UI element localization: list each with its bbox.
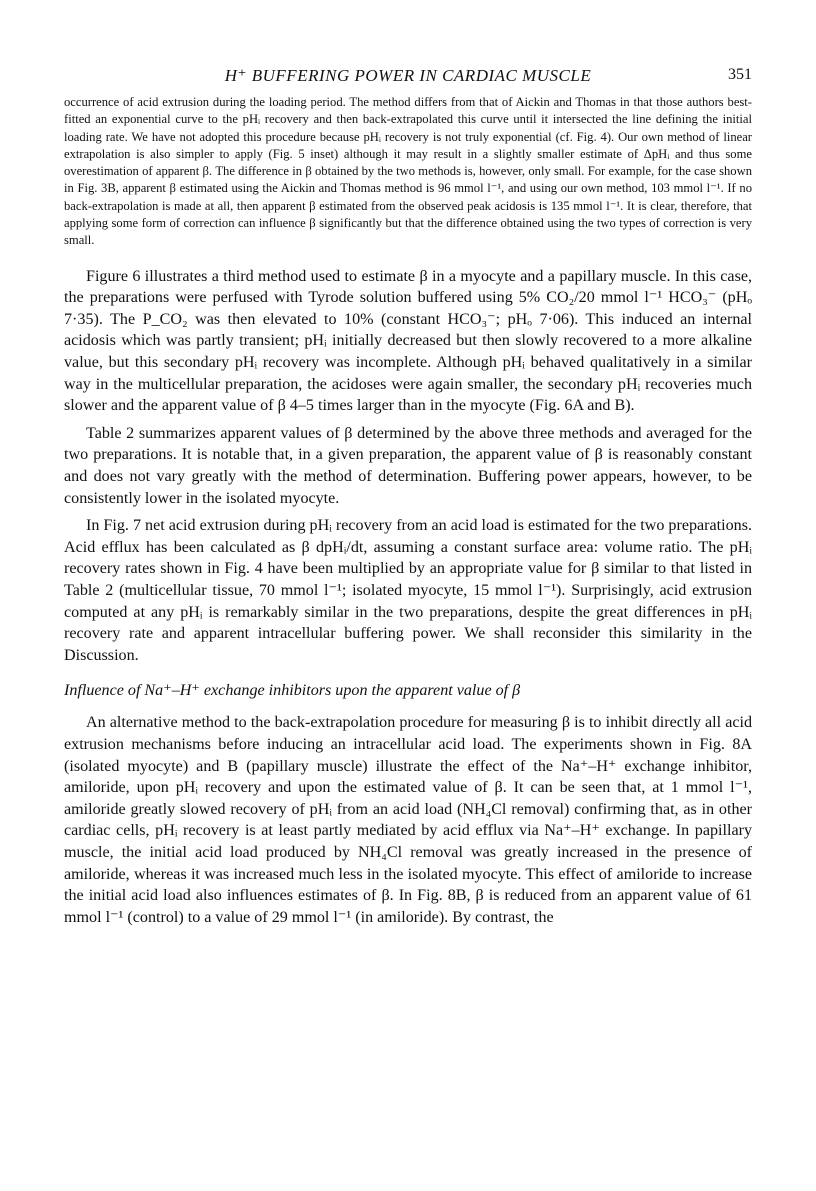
section-heading: Influence of Na⁺–H⁺ exchange inhibitors upon the apparent value of β [64, 682, 521, 700]
running-title: H⁺ BUFFERING POWER IN CARDIAC MUSCLE [224, 66, 592, 85]
body-paragraph-figure-6: Figure 6 illustrates a third method used to estimate β in a myocyte and a papillary muscle. In this case, the preparations were perfused with Tyrode solution buffered using 5% CO₂/20 mmol l⁻¹ HCO₃⁻ (pHₒ 7·35). The P_CO₂ was then elevated to 10% (constant HCO₃⁻; pHₒ 7·06). This induced an internal acidosis which was partly transient; pHᵢ initially decreased but then slowly recovered to a more alkaline value, but this secondary pHᵢ recovery was incomplete. Although pHᵢ behaved qualitatively in a similar way in the multicellular preparation, the acidoses were again smaller, the secondary pHᵢ recoveries much slower and the apparent value of β 4–5 times larger than in the myocyte (Fig. 6A and B). [64, 267, 752, 415]
body-paragraph-figure-7: In Fig. 7 net acid extrusion during pHᵢ recovery from an acid load is estimated for the two preparations. Acid efflux has been calculated as β dpHᵢ/dt, assuming a constant surface area: volume ratio. The pHᵢ recovery rates shown in Fig. 4 have been multiplied by an appropriate value for β similar to that listed in Table 2 (multicellular tissue, 70 mmol l⁻¹; isolated myocyte, 15 mmol l⁻¹). Surprisingly, acid extrusion computed at any pHᵢ is remarkably similar in the two preparations, despite the great differences in pHᵢ recovery rate and apparent intracellular buffering power. We shall reconsider this similarity in the Discussion. [64, 517, 752, 664]
methods-note-paragraph: occurrence of acid extrusion during the loading period. The method differs from that of Aickin and Thomas in that those authors best-fitted an exponential curve to the pHᵢ recovery and then back-extrapolated this curve until it intersected the line defining the initial loading rate. We have not adopted this procedure because pHᵢ recovery is not truly exponential (cf. Fig. 4). Our own method of linear extrapolation is also simpler to apply (Fig. 5 inset) although it may result in a slightly smaller estimate of ΔpHᵢ and thus some overestimation of apparent β. The difference in β obtained by the two methods is, however, only small. For example, for the case shown in Fig. 3B, apparent β estimated using the Aickin and Thomas method is 96 mmol l⁻¹, and using our own method, 103 mmol l⁻¹. If no back-extrapolation is made at all, then apparent β estimated from the observed peak acidosis is 135 mmol l⁻¹. It is clear, therefore, that applying some form of correction can influence β significantly but that the difference obtained using the two types of correction is very small. [64, 95, 752, 248]
body-paragraph-table-2: Table 2 summarizes apparent values of β determined by the above three methods and averaged for the two preparations. It is notable that, in a given preparation, the apparent value of β is reasonably constant and does not vary greatly with the method of determination. Buffering power appears, however, to be consistently lower in the isolated myocyte. [64, 424, 752, 507]
page-header [64, 62, 752, 94]
body-paragraph-amiloride: An alternative method to the back-extrapolation procedure for measuring β is to inhibit directly all acid extrusion mechanisms before inducing an intracellular acid load. The experiments shown in Fig. 8A (isolated myocyte) and B (papillary muscle) illustrate the effect of the Na⁺–H⁺ exchange inhibitor, amiloride, upon pHᵢ recovery and upon the estimated value of β. It can be seen that, at 1 mmol l⁻¹, amiloride greatly slowed recovery of pHᵢ from an acid load (NH₄Cl removal) confirming that, as in other cardiac cells, pHᵢ recovery is at least partly mediated by acid efflux via Na⁺–H⁺ exchange. In papillary muscle, the initial acid load produced by NH₄Cl removal was greatly increased in the presence of amiloride, whereas it was increased much less in the isolated myocyte. This effect of amiloride to increase the initial acid load also influences estimates of β. In Fig. 8B, β is reduced from an apparent value of 61 mmol l⁻¹ (control) to a value of 29 mmol l⁻¹ (in amiloride). By contrast, the [64, 714, 752, 926]
page-number: 351 [728, 66, 752, 83]
journal-page [64, 62, 752, 934]
